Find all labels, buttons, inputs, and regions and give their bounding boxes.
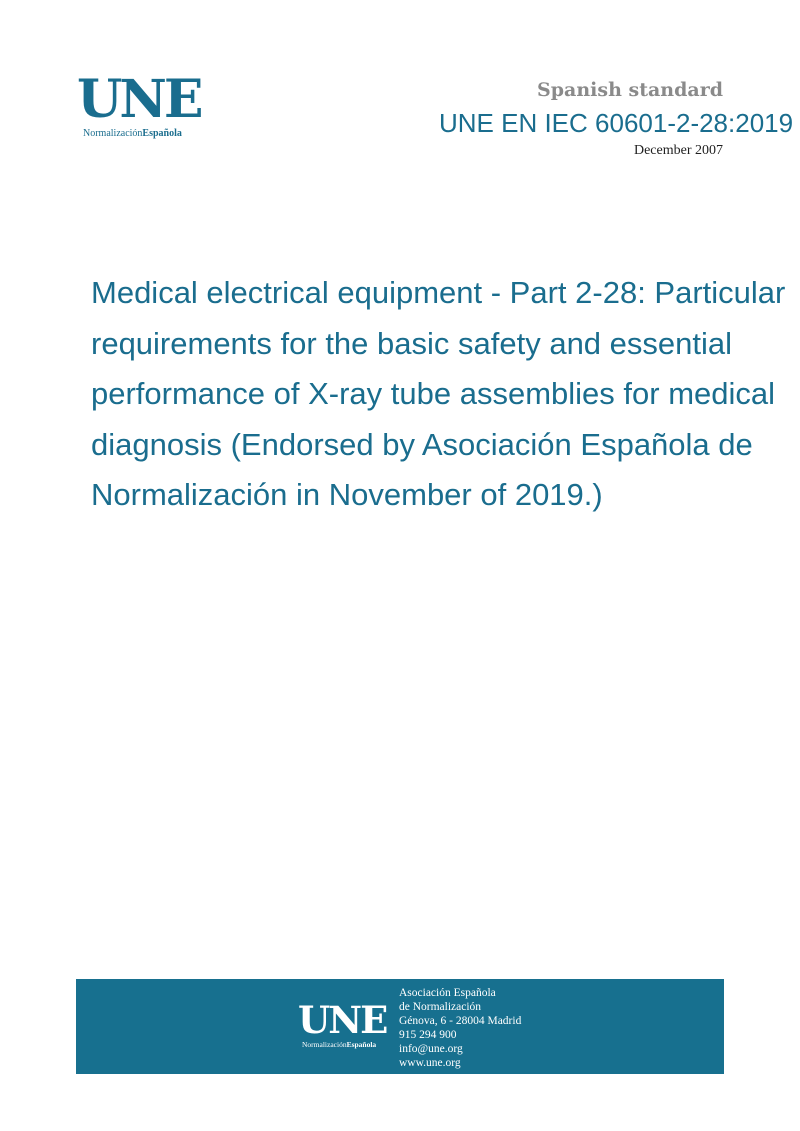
document-type-label: Spanish standard xyxy=(537,79,723,101)
standard-code: UNE EN IEC 60601-2-28:2019 xyxy=(439,108,794,138)
title-line: Normalización in November of 2019.) xyxy=(91,477,603,512)
publication-date: December 2007 xyxy=(633,143,723,158)
logo-tagline-part-b: Española xyxy=(142,128,182,139)
footer-tagline-part-a: Normalización xyxy=(302,1040,347,1049)
footer-street-address: Génova, 6 - 28004 Madrid xyxy=(399,1015,522,1027)
title-line: diagnosis (Endorsed by Asociación Española de xyxy=(91,426,753,462)
footer-band xyxy=(76,979,724,1074)
footer-address-block xyxy=(399,986,521,1070)
title-line: Medical electrical equipment - Part 2-28: Particular xyxy=(91,275,786,310)
footer-tagline-part-b: Española xyxy=(346,1040,377,1049)
footer-org-name-line1: Asociación Española xyxy=(399,987,496,999)
une-logo xyxy=(77,69,201,144)
footer-website-link[interactable]: www.une.org xyxy=(399,1057,461,1069)
footer-logo-wordmark: UNE xyxy=(298,998,387,1042)
footer-une-logo xyxy=(298,998,388,1051)
footer-phone: 915 294 900 xyxy=(399,1029,457,1041)
une-logo-wordmark: UNE xyxy=(77,69,201,130)
title-line: performance of X-ray tube assemblies for medical xyxy=(91,376,776,411)
une-logo-tagline xyxy=(83,128,182,139)
logo-tagline-part-a: Normalización xyxy=(83,128,143,139)
footer-org-name-line2: de Normalización xyxy=(399,1001,482,1013)
document-title xyxy=(91,268,800,521)
title-line: requirements for the basic safety and essential xyxy=(91,325,733,361)
footer-email-link[interactable]: info@une.org xyxy=(399,1043,463,1055)
footer-logo-tagline xyxy=(302,1040,376,1049)
